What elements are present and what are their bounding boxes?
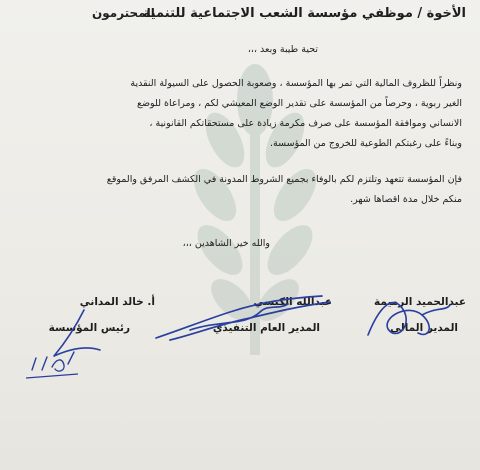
letter-greeting: تحية طيبة وبعد ،،، <box>247 44 318 55</box>
paragraph-line: ونظراً للظروف المالية التي تمر بها المؤسسة ، وصعوبة الحصول على السيولة النقدية <box>130 78 462 89</box>
handwritten-signature-chairman <box>14 300 114 390</box>
signatory-name-executive: عبدالله الكبسي <box>253 296 332 308</box>
paragraph-line: وبناءً على رغبتكم الطوعية للخروج من المؤسسة. <box>270 138 462 149</box>
paragraph-line: الغير ربوية ، وحرصاً من المؤسسة على تقدير الوضع المعيشي لكم ، ومراعاة للوضع <box>136 98 462 109</box>
signatory-title-chairman: رئيس المؤسسة <box>48 322 130 334</box>
signatory-name-finance: عبدالحميد الرميمة <box>374 296 466 308</box>
signatory-name-chairman: أ. خالد المداني <box>79 296 155 308</box>
paragraph-line: الانساني وموافقة المؤسسة على صرف مكرمة زيادة على مستحقاتكم القانونية ، <box>149 118 462 129</box>
paragraph-line: منكم خلال مدة اقصاها شهر. <box>350 194 462 205</box>
letter-paragraph-1 <box>130 74 462 154</box>
paragraph-line: فإن المؤسسة تتعهد وتلتزم لكم بالوفاء بجميع الشروط المدونة في الكشف المرفق والموقع <box>106 174 462 185</box>
handwritten-signature-finance <box>360 285 455 350</box>
letter-paragraph-2 <box>107 170 462 210</box>
letter-recipient-heading: الأخوة / موظفي مؤسسة الشعب الاجتماعية للتنمية <box>142 6 466 21</box>
signatory-title-finance: المدير المالي <box>390 322 458 334</box>
signatory-title-executive: المدير العام التنفيذي <box>212 322 320 334</box>
handwritten-signature-executive <box>150 290 340 350</box>
letter-respect-label: المحترمون <box>92 6 155 20</box>
letter-closing-oath: والله خير الشاهدين ،،، <box>182 238 270 249</box>
